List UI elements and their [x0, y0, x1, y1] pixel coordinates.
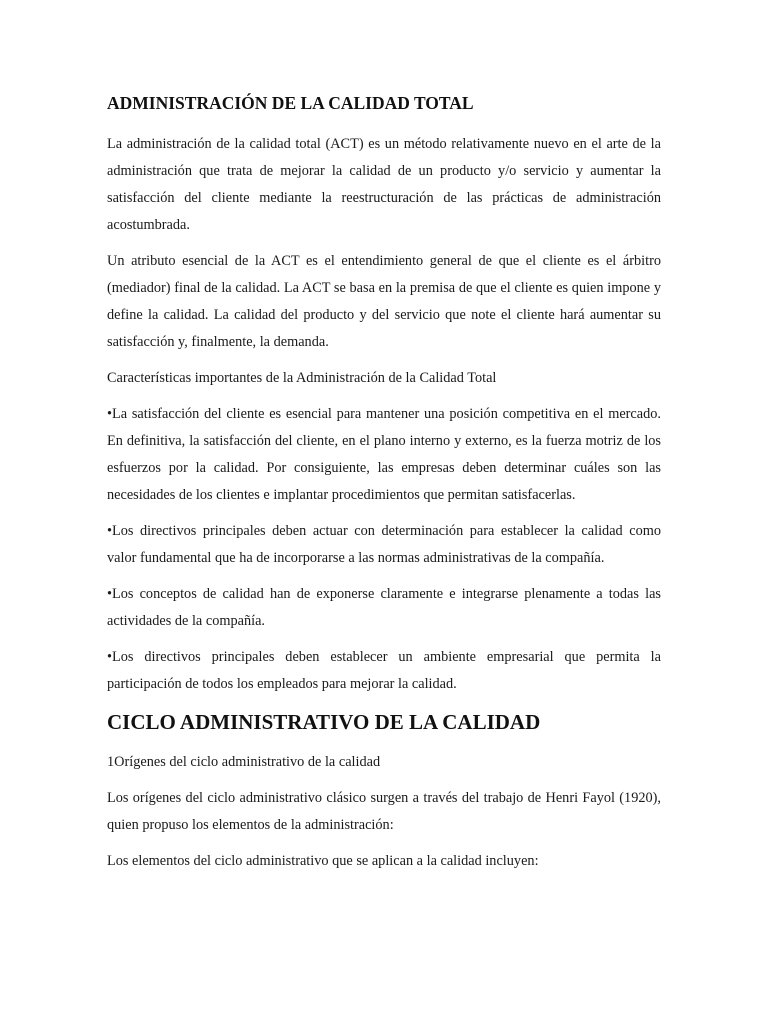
bullet-quality-concepts: •Los conceptos de calidad han de exponerse claramente e integrarse plenamente a todas las actividades de la compañía.	[107, 586, 661, 629]
bullet-directives-determination: •Los directivos principales deben actuar con determinación para establecer la calidad como valor fundamental que ha de incorporarse a las normas administrativas de la compañía.	[107, 523, 661, 566]
paragraph-act-definition: La administración de la calidad total (ACT) es un método relativamente nuevo en el arte de la administración que trata de mejorar la calidad de un producto y/o servicio y aumentar la satisfacción del cliente mediante la reestructuración de las prácticas de administración acostumbrada.	[107, 136, 661, 233]
bullet-participation: •Los directivos principales deben establecer un ambiente empresarial que permita la participación de todos los empleados para mejorar la calidad.	[107, 649, 661, 692]
bullet-client-satisfaction: •La satisfacción del cliente es esencial para mantener una posición competitiva en el mercado. En definitiva, la satisfacción del cliente, en el plano interno y externo, es la fuerza motriz de los esfuerzos por la calidad. Por consiguiente, las empresas deben determinar cuáles son las necesidades de los clientes e implantar procedimientos que permitan satisfacerlas.	[107, 406, 661, 503]
paragraph-origins-heading: 1Orígenes del ciclo administrativo de la calidad	[107, 754, 381, 770]
paragraph-elements-intro: Los elementos del ciclo administrativo que se aplican a la calidad incluyen:	[107, 853, 539, 869]
paragraph-act-attribute: Un atributo esencial de la ACT es el entendimiento general de que el cliente es el árbitro (mediador) final de la calidad. La ACT se basa en la premisa de que el cliente es quien impone y define la calidad. La calidad del producto y del servicio que note el cliente hará aumentar su satisfacción y, finalmente, la demanda.	[107, 253, 661, 350]
document-body	[107, 89, 661, 884]
section-title-ciclo: CICLO ADMINISTRATIVO DE LA CALIDAD	[107, 710, 541, 734]
paragraph-characteristics-intro: Características importantes de la Administración de la Calidad Total	[107, 370, 497, 386]
paragraph-fayol: Los orígenes del ciclo administrativo clásico surgen a través del trabajo de Henri Fayol (1920), quien propuso los elementos de la administración:	[107, 790, 661, 833]
section-title-act: ADMINISTRACIÓN DE LA CALIDAD TOTAL	[107, 93, 474, 113]
